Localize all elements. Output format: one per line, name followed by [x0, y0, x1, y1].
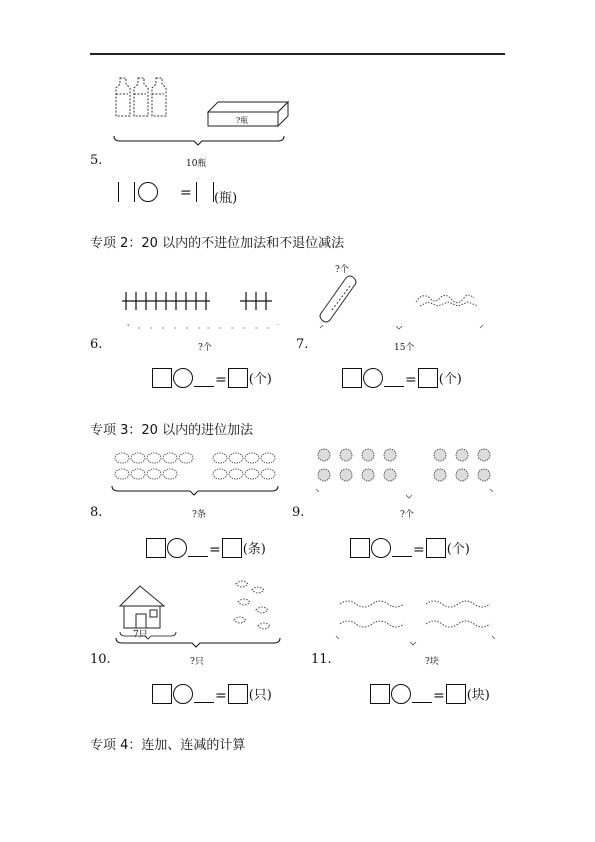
q10-sub-brace	[120, 632, 176, 639]
section-3-title: 专项 3：20 以内的进位加法	[90, 423, 254, 438]
q9-brace	[316, 489, 493, 498]
q10-answer-box[interactable]	[228, 684, 248, 704]
q8-addend-blank[interactable]	[188, 556, 208, 557]
q6-addend-box[interactable]	[152, 368, 172, 388]
q5-number: 5.	[90, 153, 103, 168]
q9-operator-circle[interactable]	[371, 538, 391, 558]
q10-sub-label: 7只	[133, 630, 148, 640]
q9-answer-box[interactable]	[426, 538, 446, 558]
q11-number: 11.	[311, 652, 332, 667]
q8-fish-picture	[115, 453, 275, 479]
q6-equation	[152, 368, 272, 388]
q9-equation	[350, 538, 470, 558]
q11-equals: =	[433, 688, 445, 704]
q5-illustration	[112, 74, 292, 164]
q6-equals: =	[215, 372, 227, 388]
q10-number: 10.	[90, 652, 111, 667]
q6-answer-box[interactable]	[228, 368, 248, 388]
q5-total-label: 10瓶	[186, 159, 207, 169]
q6-brace	[128, 324, 278, 331]
q5-box-label: ?瓶	[236, 116, 249, 125]
q8-total-label: ?条	[192, 510, 206, 520]
q9-addend-blank[interactable]	[392, 556, 412, 557]
q8-addend-box[interactable]	[146, 538, 166, 558]
q7-illustration	[312, 272, 492, 334]
q10-equation	[152, 684, 272, 704]
q5-unit: (瓶)	[214, 191, 238, 206]
q9-unit: (个)	[446, 542, 470, 557]
q9-total-label: ?个	[400, 510, 414, 520]
q11-addend-blank[interactable]	[412, 702, 432, 703]
bottles-picture	[116, 78, 166, 116]
q7-total-label: 15个	[394, 343, 415, 353]
q11-answer-box[interactable]	[446, 684, 466, 704]
q11-illustration	[330, 592, 502, 648]
q7-equals: =	[405, 372, 417, 388]
q9-number: 9.	[292, 505, 305, 520]
q7-equation	[342, 368, 462, 388]
q10-unit: (只)	[248, 688, 272, 703]
q11-candies-picture	[340, 601, 490, 627]
q11-brace	[336, 636, 495, 645]
q8-operator-circle[interactable]	[167, 538, 187, 558]
q7-answer-box[interactable]	[418, 368, 438, 388]
q7-brace	[320, 325, 483, 329]
q5-blank-left-edge	[118, 182, 119, 202]
q6-total-label: ?个	[198, 343, 212, 353]
q7-number: 7.	[296, 337, 309, 352]
q7-unit: (个)	[438, 372, 462, 387]
q10-total-label: ?只	[190, 657, 204, 667]
q8-equation	[146, 538, 266, 558]
q11-operator-circle[interactable]	[391, 684, 411, 704]
q8-answer-box[interactable]	[222, 538, 242, 558]
q6-sticks	[122, 292, 272, 310]
q9-addend-box[interactable]	[350, 538, 370, 558]
q6-illustration	[122, 284, 282, 334]
q10-birds-picture	[234, 581, 270, 629]
q10-operator-circle[interactable]	[173, 684, 193, 704]
q8-brace	[112, 486, 278, 495]
q5-blank-divider	[134, 182, 135, 202]
q6-addend-blank[interactable]	[194, 386, 214, 387]
q5-answer-edge-left	[196, 182, 197, 202]
q11-unit: (块)	[466, 688, 490, 703]
q11-total-label: ?块	[425, 657, 439, 667]
q8-number: 8.	[90, 505, 103, 520]
q6-unit: (个)	[248, 372, 272, 387]
pencil-box-picture	[320, 276, 356, 322]
q8-illustration	[110, 448, 282, 504]
q11-addend-box[interactable]	[370, 684, 390, 704]
top-rule	[90, 53, 505, 55]
q10-addend-blank[interactable]	[194, 702, 214, 703]
q9-equals: =	[413, 542, 425, 558]
q10-equals: =	[215, 688, 227, 704]
q7-operator-circle[interactable]	[363, 368, 383, 388]
q11-equation	[370, 684, 490, 704]
q10-addend-box[interactable]	[152, 684, 172, 704]
q9-balls-picture	[318, 449, 490, 481]
section-2-title: 专项 2：20 以内的不进位加法和不退位减法	[90, 236, 345, 251]
q8-unit: (条)	[242, 542, 266, 557]
q9-illustration	[312, 445, 498, 505]
erasers-picture	[416, 295, 478, 306]
q5-operator-circle[interactable]	[138, 182, 158, 202]
q10-house-picture	[120, 586, 164, 628]
q7-addend-box[interactable]	[342, 368, 362, 388]
q7-addend-blank[interactable]	[384, 386, 404, 387]
q5-brace	[114, 136, 284, 145]
q8-equals: =	[209, 542, 221, 558]
q5-equation	[118, 179, 248, 206]
q7-top-label: ?个	[335, 265, 349, 275]
q6-operator-circle[interactable]	[173, 368, 193, 388]
q6-number: 6.	[90, 337, 103, 352]
section-4-title: 专项 4：连加、连减的计算	[90, 738, 246, 753]
q5-equals: =	[180, 185, 192, 201]
